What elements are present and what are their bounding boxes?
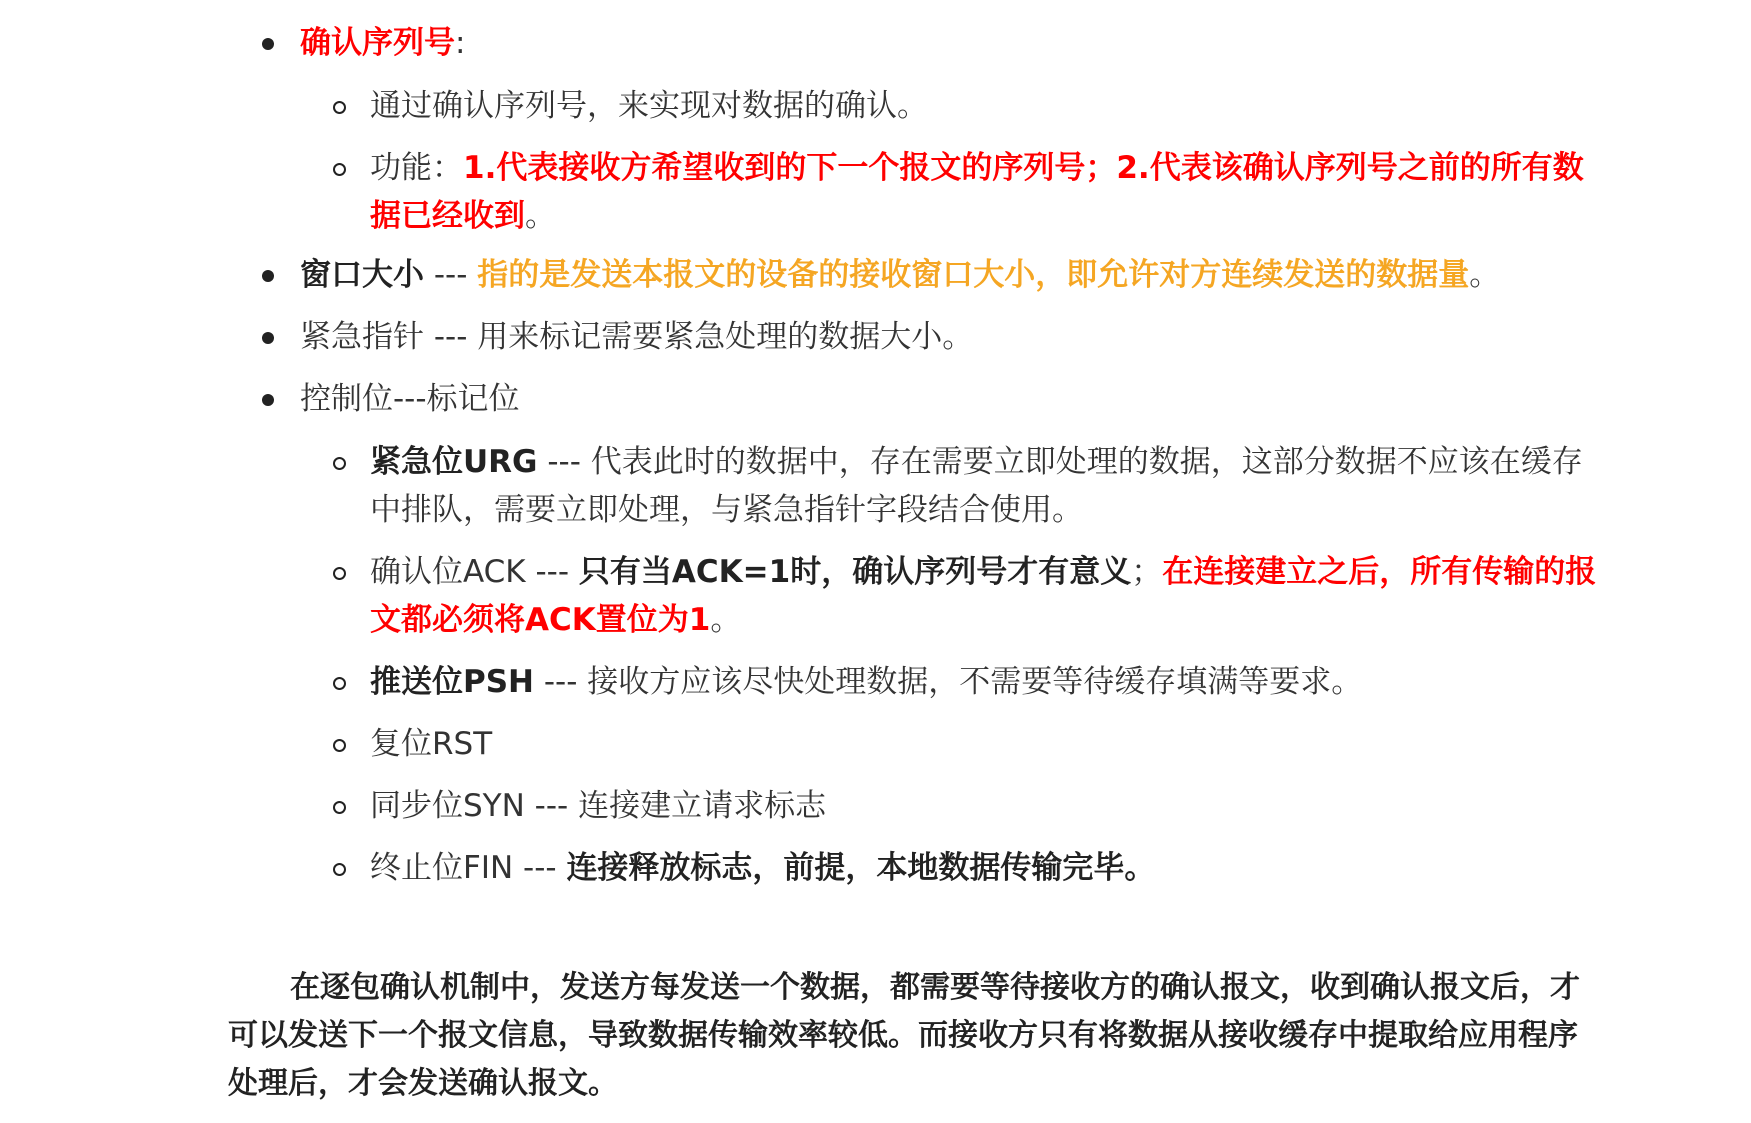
ack-seq-title: 确认序列号: [300, 25, 455, 61]
ack-seq-function-prefix: 功能：: [370, 150, 463, 186]
list-item-ack-seq: [0, 18, 1751, 68]
list-item-window-size: [0, 250, 1751, 300]
bullet-circle-icon: [333, 457, 346, 470]
urg-text: --- 代表此时的数据中，存在需要立即处理的数据，这部分数据不应该在缓存中排队，需要立即处理，与紧急指针字段结合使用。: [370, 444, 1583, 528]
bullet-circle-icon: [333, 863, 346, 876]
ack-seq-desc-text: 通过确认序列号，来实现对数据的确认。: [370, 88, 928, 124]
psh-text: --- 接收方应该尽快处理数据，不需要等待缓存填满等要求。: [534, 664, 1363, 700]
ack-red-text: 在连接建立之后，所有传输的报文都必须将ACK置位为1: [370, 554, 1597, 638]
control-bits-sublist: [0, 438, 1751, 892]
bullet-disc-icon: [262, 38, 274, 50]
bullet-circle-icon: [333, 101, 346, 114]
ack-seq-function-suffix: 。: [525, 198, 556, 234]
ack-seq-block: [0, 18, 1751, 240]
ack-seq-function-highlight: 1.代表接收方希望收到的下一个报文的序列号；2.代表该确认序列号之前的所有数据已经收到: [370, 150, 1584, 234]
explanation-paragraph: 在逐包确认机制中，发送方每发送一个数据，都需要等待接收方的确认报文，收到确认报文后，才可以发送下一个报文信息，导致数据传输效率较低。而接收方只有将数据从接收缓存中提取给应用程序处理后，才会发送确认报文。: [228, 970, 1580, 1101]
list-item-urg: [0, 438, 1751, 534]
bullet-circle-icon: [333, 567, 346, 580]
bullet-disc-icon: [262, 332, 274, 344]
window-size-desc: 指的是发送本报文的设备的接收窗口大小，即允许对方连续发送的数据量: [477, 257, 1470, 293]
fields-block: [0, 250, 1751, 892]
ack-seq-sublist: [0, 82, 1751, 240]
psh-label: 推送位PSH: [370, 664, 534, 700]
fin-bold-text: 连接释放标志，前提，本地数据传输完毕。: [566, 850, 1156, 886]
ack-label: 确认位ACK ---: [370, 554, 579, 590]
bullet-circle-icon: [333, 163, 346, 176]
bullet-circle-icon: [333, 801, 346, 814]
list-item-ack-seq-function: [0, 144, 1751, 240]
list-item-ack: [0, 548, 1751, 644]
syn-text: 同步位SYN --- 连接建立请求标志: [370, 788, 827, 824]
urgent-pointer-text: 紧急指针 --- 用来标记需要紧急处理的数据大小。: [300, 319, 974, 355]
window-size-title: 窗口大小: [300, 257, 424, 293]
bullet-disc-icon: [262, 394, 274, 406]
list-item-syn: [0, 782, 1751, 830]
window-size-end: 。: [1469, 257, 1501, 293]
control-bits-title: 控制位---标记位: [300, 381, 520, 417]
list-item-psh: [0, 658, 1751, 706]
rst-text: 复位RST: [370, 726, 493, 762]
fin-label: 终止位FIN ---: [370, 850, 567, 886]
list-item-urgent-pointer: [0, 312, 1751, 362]
ack-seq-colon: :: [455, 25, 466, 61]
urg-label: 紧急位URG: [370, 444, 538, 480]
list-item-control-bits: [0, 374, 1751, 424]
bullet-circle-icon: [333, 677, 346, 690]
window-size-sep: ---: [424, 257, 478, 293]
ack-sep: ；: [1131, 554, 1163, 590]
bullet-disc-icon: [262, 270, 274, 282]
list-item-rst: [0, 720, 1751, 768]
ack-end: 。: [710, 602, 742, 638]
ack-bold-text: 只有当ACK=1时，确认序列号才有意义: [578, 554, 1132, 590]
list-item-fin: [0, 844, 1751, 892]
list-item-ack-seq-desc: [0, 82, 1751, 130]
bullet-circle-icon: [333, 739, 346, 752]
